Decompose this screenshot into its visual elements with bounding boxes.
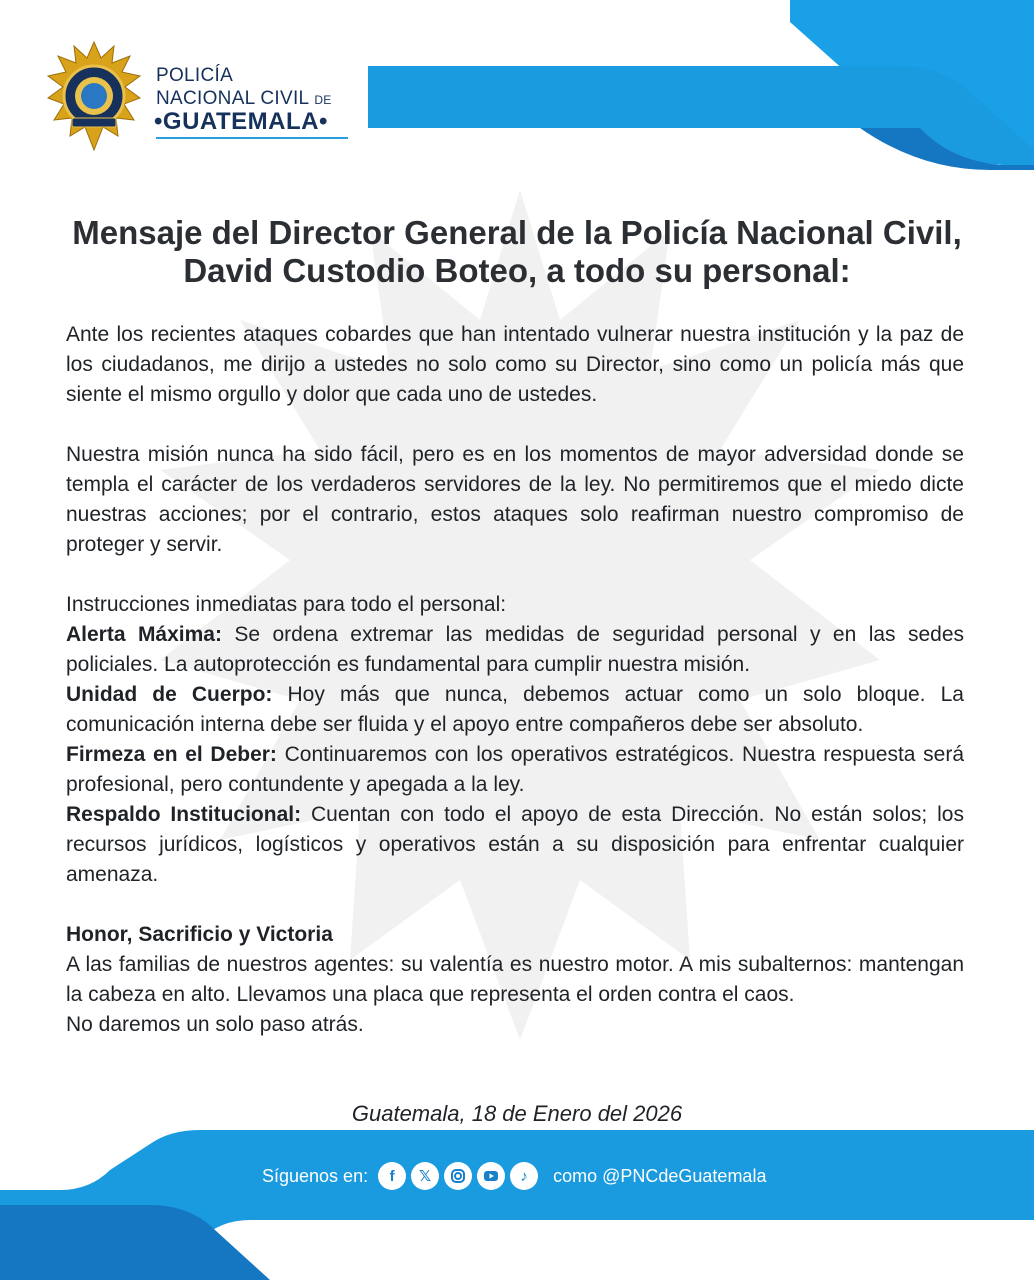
follow-label: Síguenos en: xyxy=(262,1165,369,1186)
instruction-firmeza-en-el-deber xyxy=(66,740,964,800)
instruction-label: Respaldo Institucional: xyxy=(66,803,302,826)
social-handle[interactable]: como @PNCdeGuatemala xyxy=(553,1165,767,1186)
instruction-text: Continuaremos con los operativos estratégicos. Nuestra respuesta será profesional, pero contundente y apegada a la ley. xyxy=(66,743,965,796)
instagram-icon[interactable] xyxy=(444,1162,472,1190)
brand-line-2-suffix: DE xyxy=(314,93,332,107)
brand-line-2 xyxy=(156,88,332,110)
paragraph-2: Nuestra misión nunca ha sido fácil, pero es en los momentos de mayor adversidad donde se templa el carácter de los verdaderos servidores de la ley. No permitiremos que el miedo dicte nuestras acciones; por el contrario, estos ataques solo reafirman nuestro compromiso de proteger y servir. xyxy=(66,443,964,556)
youtube-icon[interactable] xyxy=(477,1162,505,1190)
closing-last-line: No daremos un solo paso atrás. xyxy=(66,1013,364,1036)
message-body xyxy=(66,320,964,1040)
instruction-label: Unidad de Cuerpo: xyxy=(66,683,273,706)
instruction-text: Cuentan con todo el apoyo de esta Dirección. No están solos; los recursos jurídicos, logísticos y operativos están a su disposición para enfrentar cualquier amenaza. xyxy=(66,803,964,886)
social-row xyxy=(262,1158,766,1194)
instruction-text: Se ordena extremar las medidas de seguridad personal y en las sedes policiales. La autoprotección es fundamental para cumplir nuestra misión. xyxy=(66,623,964,676)
instruction-alerta-maxima xyxy=(66,620,964,680)
tiktok-icon[interactable]: ♪ xyxy=(510,1162,538,1190)
police-badge-icon xyxy=(44,40,144,156)
footer-decoration xyxy=(0,1130,1034,1280)
page-title: Mensaje del Director General de la Policía Nacional Civil, David Custodio Boteo, a todo su personal: xyxy=(72,214,962,289)
date-line: Guatemala, 18 de Enero del 2026 xyxy=(351,1101,683,1126)
social-icons xyxy=(378,1162,543,1190)
instruction-unidad-de-cuerpo xyxy=(66,680,964,740)
closing-heading: Honor, Sacrificio y Victoria xyxy=(66,923,333,946)
closing-text: A las familias de nuestros agentes: su valentía es nuestro motor. A mis subalternos: mantengan la cabeza en alto. Llevamos una placa que representa el orden contra el caos. xyxy=(66,953,964,1006)
brand-line-2-main: NACIONAL CIVIL xyxy=(156,88,309,109)
instructions-heading: Instrucciones inmediatas para todo el personal: xyxy=(66,593,507,616)
x-icon[interactable]: 𝕏 xyxy=(411,1162,439,1190)
instruction-label: Alerta Máxima: xyxy=(66,623,222,646)
brand-underline xyxy=(156,137,348,139)
paragraph-1: Ante los recientes ataques cobardes que han intentado vulnerar nuestra institución y la paz de los ciudadanos, me dirijo a ustedes no solo como su Director, sino como un policía más que siente el mismo orgullo y dolor que cada uno de ustedes. xyxy=(66,323,964,406)
instruction-respaldo-institucional xyxy=(66,800,964,890)
facebook-icon[interactable]: f xyxy=(378,1162,406,1190)
brand-line-3: •GUATEMALA• xyxy=(154,108,328,135)
pnc-logo xyxy=(44,40,364,160)
instruction-label: Firmeza en el Deber: xyxy=(66,743,277,766)
instruction-text: Hoy más que nunca, debemos actuar como un solo bloque. La comunicación interna debe ser fluida y el apoyo entre compañeros debe ser absoluto. xyxy=(66,683,964,736)
brand-line-1: POLICÍA xyxy=(156,65,234,86)
